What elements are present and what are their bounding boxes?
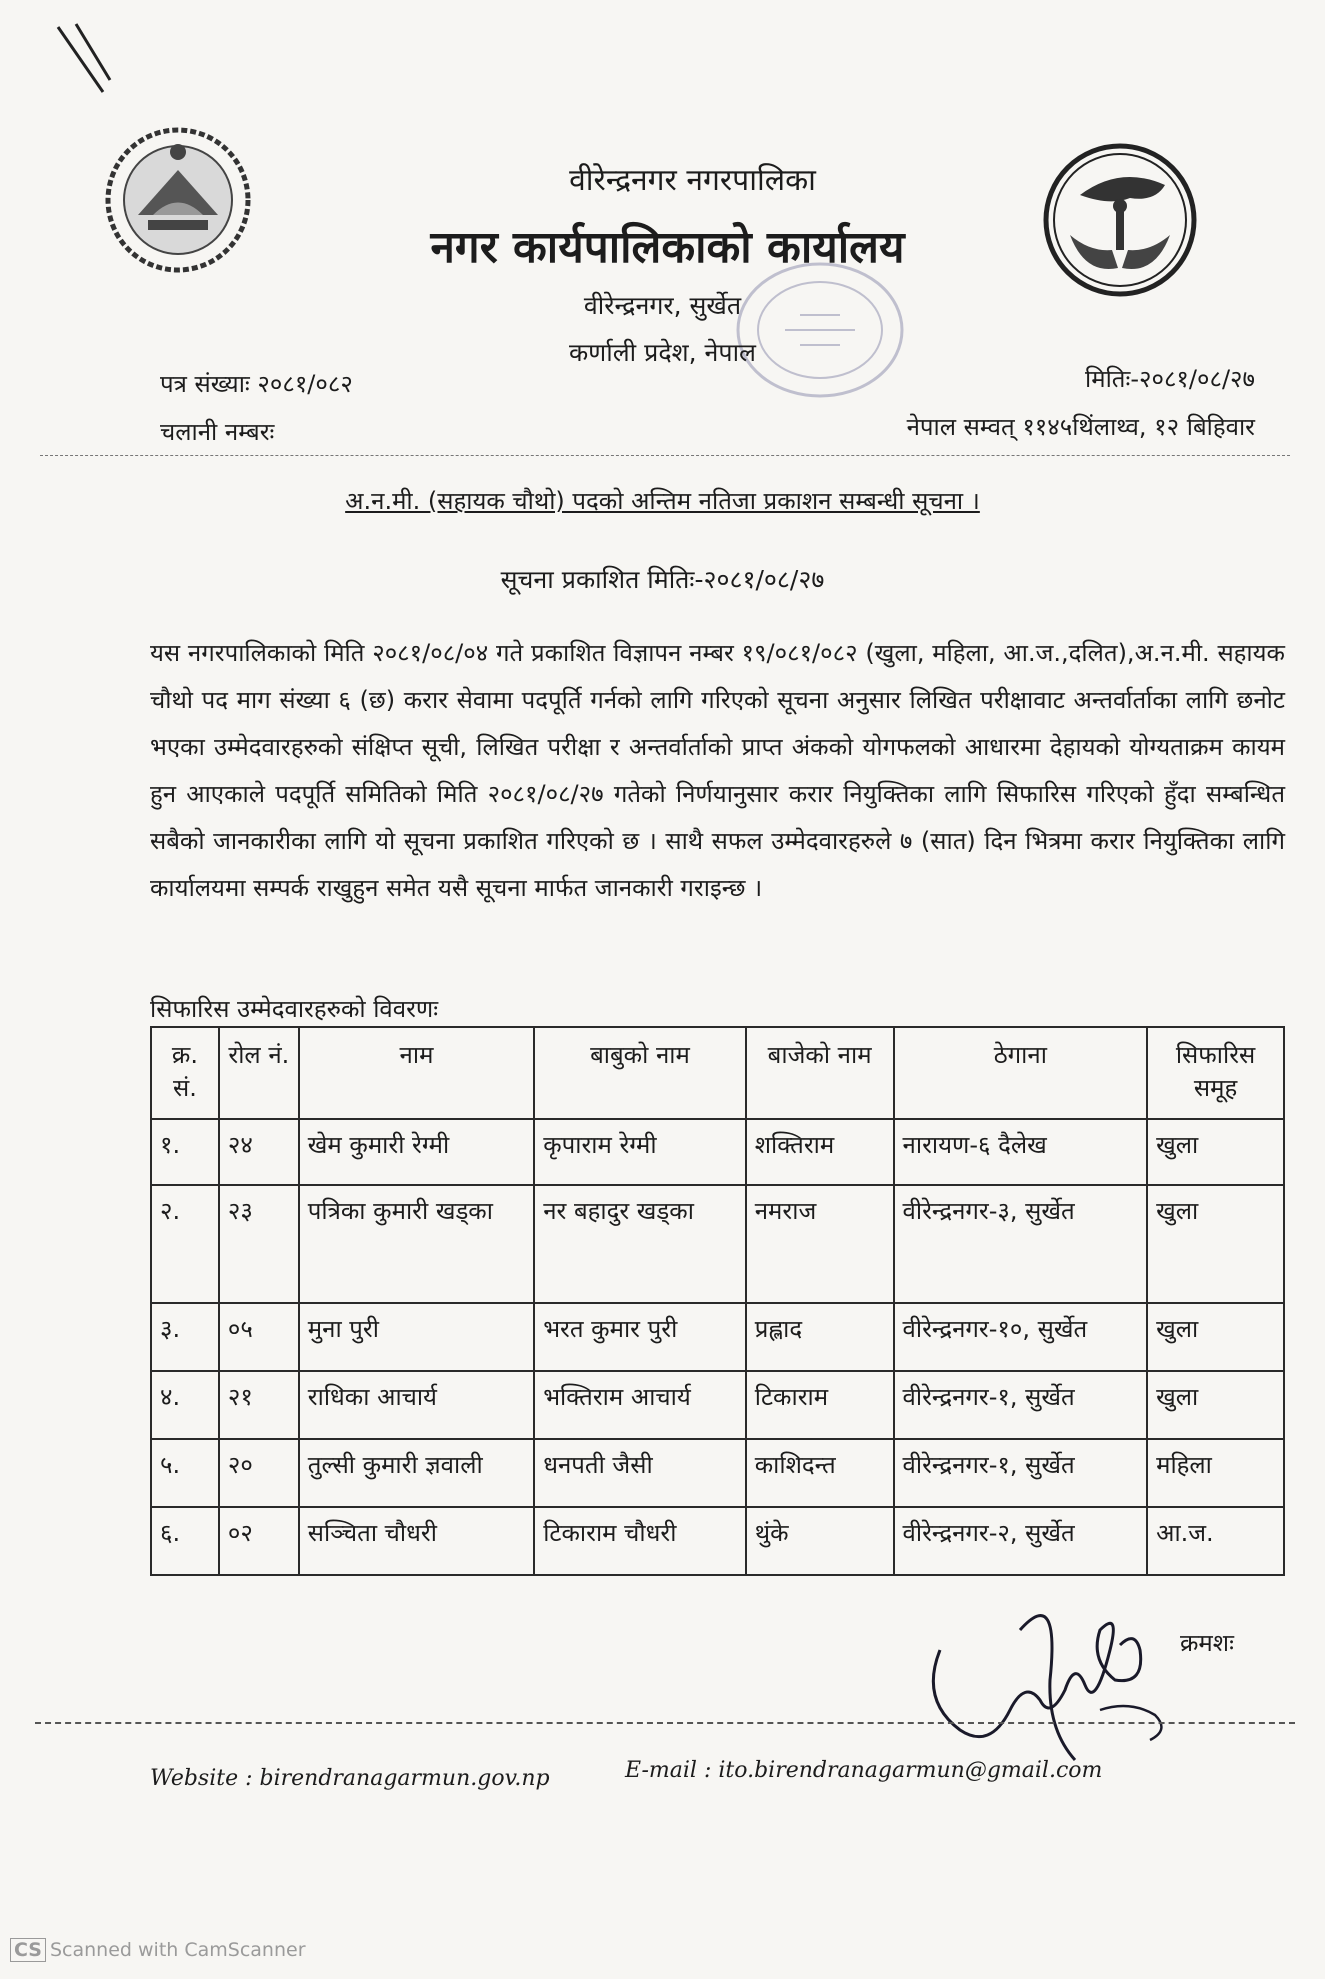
cell-name: खेम कुमारी रेग्मी — [299, 1119, 534, 1185]
cell-address: वीरेन्द्रनगर-१, सुर्खेत — [894, 1439, 1148, 1507]
cell-group: महिला — [1147, 1439, 1284, 1507]
cell-serial: ५. — [151, 1439, 219, 1507]
header-group: सिफारिस समूह — [1147, 1027, 1284, 1119]
header-serial: क्र. सं. — [151, 1027, 219, 1119]
cell-father: धनपती जैसी — [534, 1439, 746, 1507]
cell-address: वीरेन्द्रनगर-२, सुर्खेत — [894, 1507, 1148, 1575]
reference-right — [907, 355, 1255, 451]
letter-date: मितिः-२०८१/०८/२७ — [1085, 365, 1255, 393]
notice-body: यस नगरपालिकाको मिति २०८१/०८/०४ गते प्रकाशित विज्ञापन नम्बर १९/०८१/०८२ (खुला, महिला, आ.ज.,दलित),अ.न.मी. सहायक चौथो पद माग संख्या ६ (छ) करार सेवामा पदपूर्ति गर्नको लागि गरिएको सूचना अनुसार लिखित परीक्षावाट अन्तर्वार्ताका लागि छनोट भएका उम्मेदवारहरुको संक्षिप्त सूची, लिखित परीक्षा र अन्तर्वार्ताको प्राप्त अंकको योगफलको आधारमा देहायको योग्यताक्रम कायम हुन आएकाले पदपूर्ति समितिको मिति २०८१/०८/२७ गतेको निर्णयानुसार करार नियुक्तिका लागि सिफारिस गरिएको हुँदा सम्बन्धित सबैको जानकारीका लागि यो सूचना प्रकाशित गरिएको छ । साथै सफल उम्मेदवारहरुले ७ (सात) दिन भित्रमा करार नियुक्तिका लागि कार्यालयमा सम्पर्क राखुहुन समेत यसै सूचना मार्फत जानकारी गराइन्छ । — [150, 639, 1285, 902]
address-line-1: वीरेन्द्रनगर, सुर्खेत — [583, 291, 742, 320]
cell-father: भक्तिराम आचार्य — [534, 1371, 746, 1439]
table-header-row — [151, 1027, 1284, 1119]
cell-name: सञ्चिता चौधरी — [299, 1507, 534, 1575]
cell-serial: ६. — [151, 1507, 219, 1575]
header-grandfather: बाजेको नाम — [746, 1027, 894, 1119]
table-row — [151, 1303, 1284, 1371]
header-father: बाबुको नाम — [534, 1027, 746, 1119]
cell-address: वीरेन्द्रनगर-१०, सुर्खेत — [894, 1303, 1148, 1371]
cell-group: खुला — [1147, 1371, 1284, 1439]
cell-serial: २. — [151, 1185, 219, 1303]
table-row — [151, 1507, 1284, 1575]
table-row — [151, 1119, 1284, 1185]
cell-father: नर बहादुर खड्का — [534, 1185, 746, 1303]
camscanner-badge: CS — [10, 1938, 46, 1962]
cell-address: वीरेन्द्रनगर-१, सुर्खेत — [894, 1371, 1148, 1439]
cell-group: खुला — [1147, 1303, 1284, 1371]
header-divider — [40, 455, 1290, 456]
notice-subject: अ.न.मी. (सहायक चौथो) पदको अन्तिम नतिजा प्रकाशन सम्बन्धी सूचना । — [345, 487, 980, 515]
candidates-table — [150, 1026, 1285, 1576]
footer-divider — [35, 1722, 1295, 1724]
cell-roll: ०२ — [219, 1507, 299, 1575]
cell-father: टिकाराम चौधरी — [534, 1507, 746, 1575]
letter-number: पत्र संख्याः २०८१/०८२ — [160, 370, 353, 398]
cell-roll: २१ — [219, 1371, 299, 1439]
cell-grandfather: शक्तिराम — [746, 1119, 894, 1185]
cell-roll: २३ — [219, 1185, 299, 1303]
cell-father: भरत कुमार पुरी — [534, 1303, 746, 1371]
nepal-sambat-date: नेपाल सम्वत् ११४५थिंलाथ्व, १२ बिहिवार — [906, 413, 1255, 441]
cell-name: तुल्सी कुमारी ज्ञवाली — [299, 1439, 534, 1507]
cell-group: आ.ज. — [1147, 1507, 1284, 1575]
cell-address: वीरेन्द्रनगर-३, सुर्खेत — [894, 1185, 1148, 1303]
cell-serial: १. — [151, 1119, 219, 1185]
table-row — [151, 1439, 1284, 1507]
dispatch-number: चलानी नम्बरः — [160, 418, 275, 446]
cell-name: मुना पुरी — [299, 1303, 534, 1371]
cell-grandfather: काशिदन्त — [746, 1439, 894, 1507]
table-row — [151, 1371, 1284, 1439]
reference-left — [160, 360, 353, 456]
cell-group: खुला — [1147, 1119, 1284, 1185]
scanner-watermark — [10, 1938, 306, 1962]
cell-roll: २४ — [219, 1119, 299, 1185]
header-name: नाम — [299, 1027, 534, 1119]
table-caption: सिफारिस उम्मेदवारहरुको विवरणः — [150, 995, 439, 1023]
cell-serial: ३. — [151, 1303, 219, 1371]
table-row — [151, 1185, 1284, 1303]
footer-website: Website : birendranagarmun.gov.np — [150, 1766, 550, 1791]
cell-grandfather: नमराज — [746, 1185, 894, 1303]
cell-grandfather: प्रह्लाद — [746, 1303, 894, 1371]
office-stamp-icon — [730, 255, 910, 405]
address-line-2: कर्णाली प्रदेश, नेपाल — [568, 338, 757, 367]
camscanner-text: Scanned with CamScanner — [49, 1939, 306, 1961]
footer-email: E-mail : ito.birendranagarmun@gmail.com — [625, 1758, 1103, 1783]
header-address: ठेगाना — [894, 1027, 1148, 1119]
cell-name: राधिका आचार्य — [299, 1371, 534, 1439]
office-name: नगर कार्यपालिकाको कार्यालय — [430, 222, 905, 273]
cell-group: खुला — [1147, 1185, 1284, 1303]
pen-mark — [48, 22, 118, 102]
cell-grandfather: टिकाराम — [746, 1371, 894, 1439]
cell-name: पत्रिका कुमारी खड्का — [299, 1185, 534, 1303]
signature-icon — [900, 1590, 1200, 1770]
cell-address: नारायण-६ दैलेख — [894, 1119, 1148, 1185]
cell-serial: ४. — [151, 1371, 219, 1439]
municipality-name: वीरेन्द्रनगर नगरपालिका — [569, 163, 816, 198]
continued-label: क्रमशः — [1180, 1629, 1234, 1657]
header-roll: रोल नं. — [219, 1027, 299, 1119]
published-date: सूचना प्रकाशित मितिः-२०८१/०८/२७ — [500, 565, 825, 594]
cell-roll: २० — [219, 1439, 299, 1507]
cell-grandfather: थुंके — [746, 1507, 894, 1575]
cell-father: कृपाराम रेग्मी — [534, 1119, 746, 1185]
cell-roll: ०५ — [219, 1303, 299, 1371]
